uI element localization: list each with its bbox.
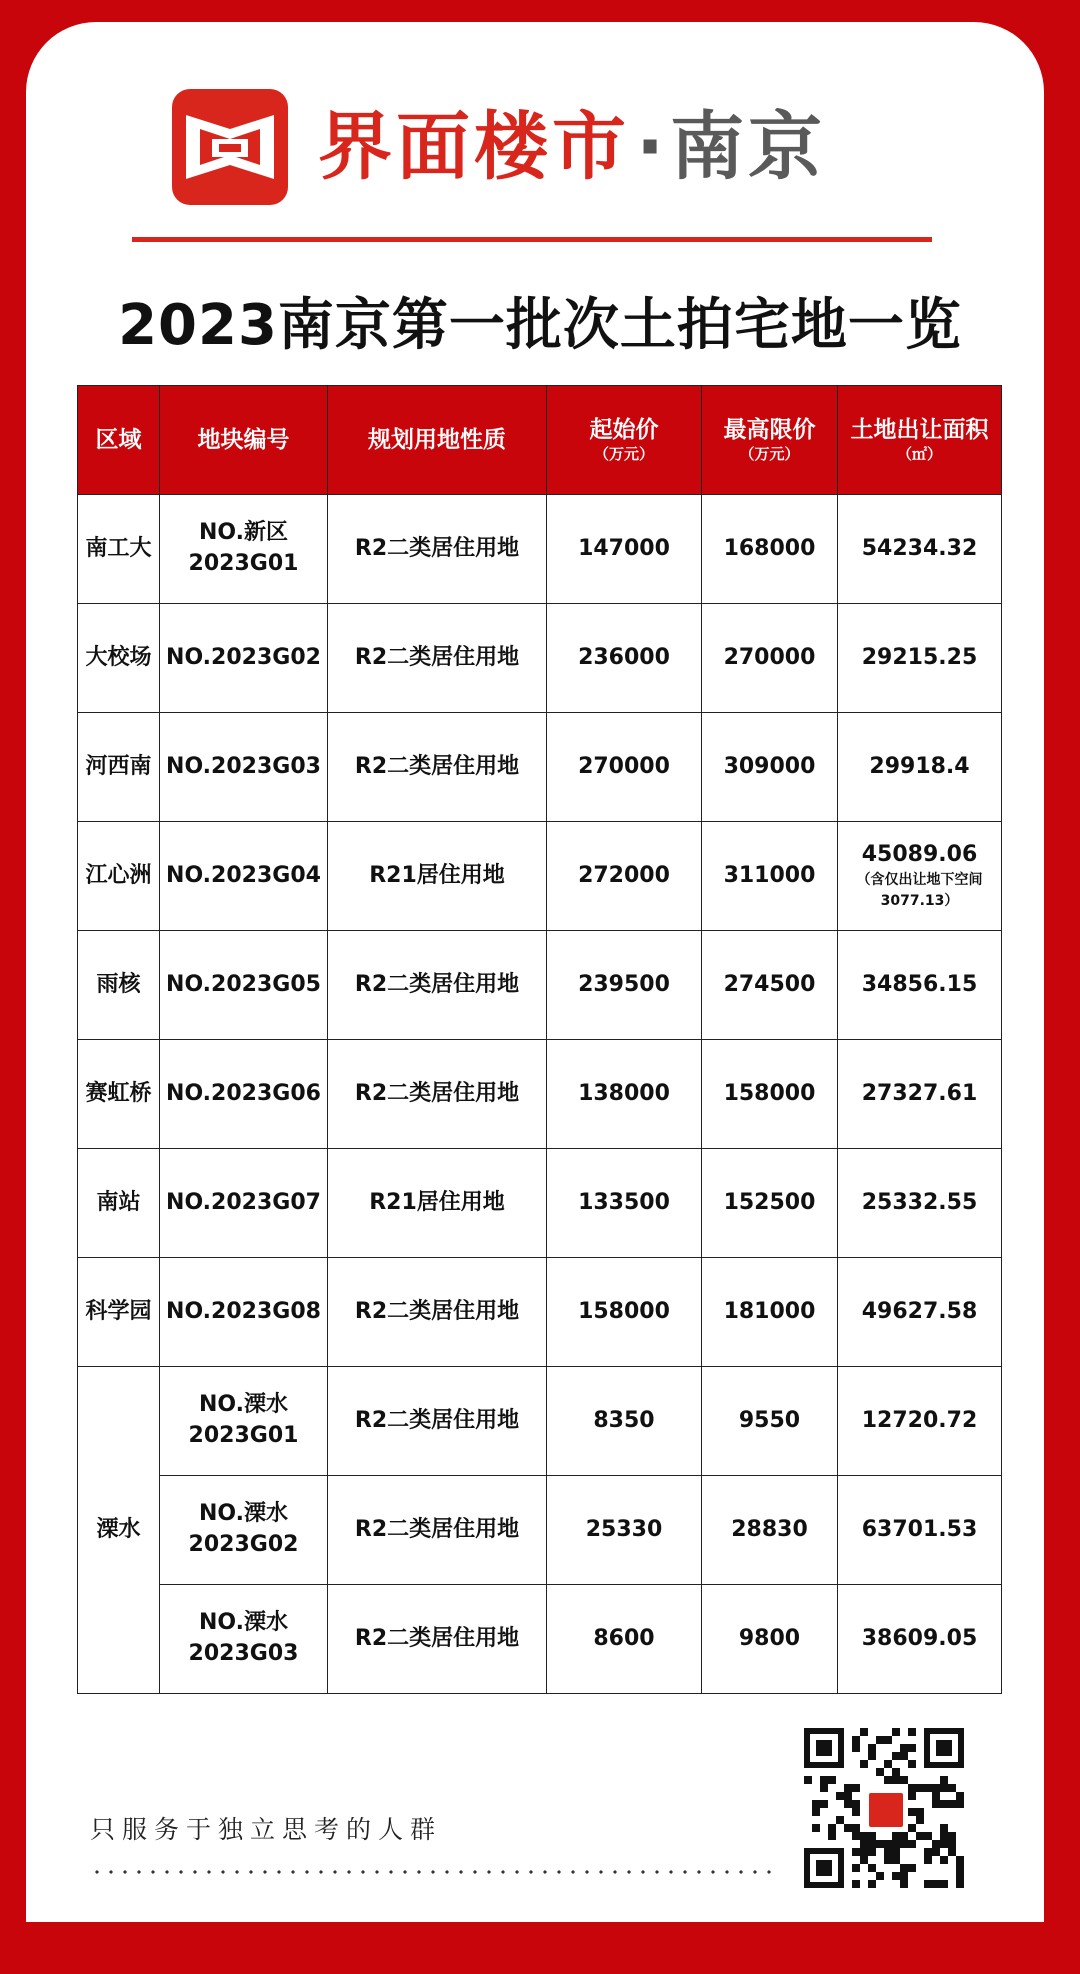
table-row [78,495,1002,604]
header-plot: 地块编号 [160,386,328,495]
brand-city: 南京 [670,104,827,190]
cell-region: 科学园 [78,1258,160,1367]
cell-start-price: 147000 [547,495,702,604]
brand-name: 界面楼市 [318,104,630,190]
brand-dot: · [636,104,665,190]
cell-usage: R2二类居住用地 [328,1040,547,1149]
land-table [77,385,1002,1694]
cell-start-price: 138000 [547,1040,702,1149]
cell-usage: R2二类居住用地 [328,1367,547,1476]
cell-start-price: 270000 [547,713,702,822]
cell-plot: NO.新区 2023G01 [160,495,328,604]
table-row [78,822,1002,931]
cell-usage: R2二类居住用地 [328,604,547,713]
cell-region: 赛虹桥 [78,1040,160,1149]
header-usage: 规划用地性质 [328,386,547,495]
cell-region: 溧水 [78,1367,160,1694]
qr-logo-icon [867,1791,905,1829]
cell-plot: NO.2023G02 [160,604,328,713]
table-row [78,1149,1002,1258]
cell-usage: R21居住用地 [328,822,547,931]
cell-max-price: 158000 [702,1040,838,1149]
header-region: 区域 [78,386,160,495]
header-max-price: 最高限价 （万元） [702,386,838,495]
cell-max-price: 28830 [702,1476,838,1585]
table-row [78,1367,1002,1476]
cell-region: 南工大 [78,495,160,604]
cell-start-price: 8600 [547,1585,702,1694]
cell-max-price: 9800 [702,1585,838,1694]
cell-plot: NO.2023G06 [160,1040,328,1149]
cell-area: 34856.15 [838,931,1002,1040]
cell-plot: NO.溧水 2023G03 [160,1585,328,1694]
header-divider [132,237,932,242]
cell-area: 25332.55 [838,1149,1002,1258]
cell-area: 29918.4 [838,713,1002,822]
page-title: 2023南京第一批次土拍宅地一览 [118,293,962,358]
table-header-row [78,386,1002,495]
cell-plot: NO.2023G03 [160,713,328,822]
footer-slogan: 只服务于独立思考的人群 [90,1815,443,1844]
cell-start-price: 272000 [547,822,702,931]
cell-max-price: 9550 [702,1367,838,1476]
cell-plot: NO.溧水 2023G01 [160,1367,328,1476]
cell-region: 江心洲 [78,822,160,931]
cell-area: 38609.05 [838,1585,1002,1694]
cell-max-price: 311000 [702,822,838,931]
header-start-price: 起始价 （万元） [547,386,702,495]
cell-start-price: 8350 [547,1367,702,1476]
cell-region: 雨核 [78,931,160,1040]
cell-area: 49627.58 [838,1258,1002,1367]
cell-max-price: 168000 [702,495,838,604]
cell-plot: NO.2023G07 [160,1149,328,1258]
cell-plot: NO.2023G04 [160,822,328,931]
cell-usage: R21居住用地 [328,1149,547,1258]
dotted-divider [90,1870,780,1874]
cell-max-price: 309000 [702,713,838,822]
table-row [78,1585,1002,1694]
table-row [78,713,1002,822]
cell-start-price: 239500 [547,931,702,1040]
cell-usage: R2二类居住用地 [328,713,547,822]
jiemian-logo-icon [172,89,288,205]
cell-max-price: 181000 [702,1258,838,1367]
table-row [78,1258,1002,1367]
cell-max-price: 152500 [702,1149,838,1258]
cell-region: 南站 [78,1149,160,1258]
cell-usage: R2二类居住用地 [328,1258,547,1367]
table-row [78,1476,1002,1585]
qr-code-icon [804,1728,964,1888]
cell-plot: NO.2023G08 [160,1258,328,1367]
cell-max-price: 274500 [702,931,838,1040]
cell-usage: R2二类居住用地 [328,1476,547,1585]
cell-region: 大校场 [78,604,160,713]
cell-usage: R2二类居住用地 [328,495,547,604]
cell-area: 29215.25 [838,604,1002,713]
header-area: 土地出让面积 （㎡） [838,386,1002,495]
area-note: （含仅出让地下空间 3077.13） [856,872,983,910]
table-row [78,931,1002,1040]
cell-max-price: 270000 [702,604,838,713]
cell-plot: NO.2023G05 [160,931,328,1040]
cell-start-price: 133500 [547,1149,702,1258]
cell-usage: R2二类居住用地 [328,1585,547,1694]
cell-plot: NO.溧水 2023G02 [160,1476,328,1585]
cell-start-price: 25330 [547,1476,702,1585]
cell-start-price: 236000 [547,604,702,713]
cell-area: 27327.61 [838,1040,1002,1149]
table-row [78,604,1002,713]
cell-region: 河西南 [78,713,160,822]
brand-header [172,88,826,206]
cell-area [838,822,1002,931]
cell-start-price: 158000 [547,1258,702,1367]
area-value: 45089.06 [861,841,978,867]
cell-area: 63701.53 [838,1476,1002,1585]
cell-area: 12720.72 [838,1367,1002,1476]
cell-area: 54234.32 [838,495,1002,604]
table-row [78,1040,1002,1149]
cell-usage: R2二类居住用地 [328,931,547,1040]
